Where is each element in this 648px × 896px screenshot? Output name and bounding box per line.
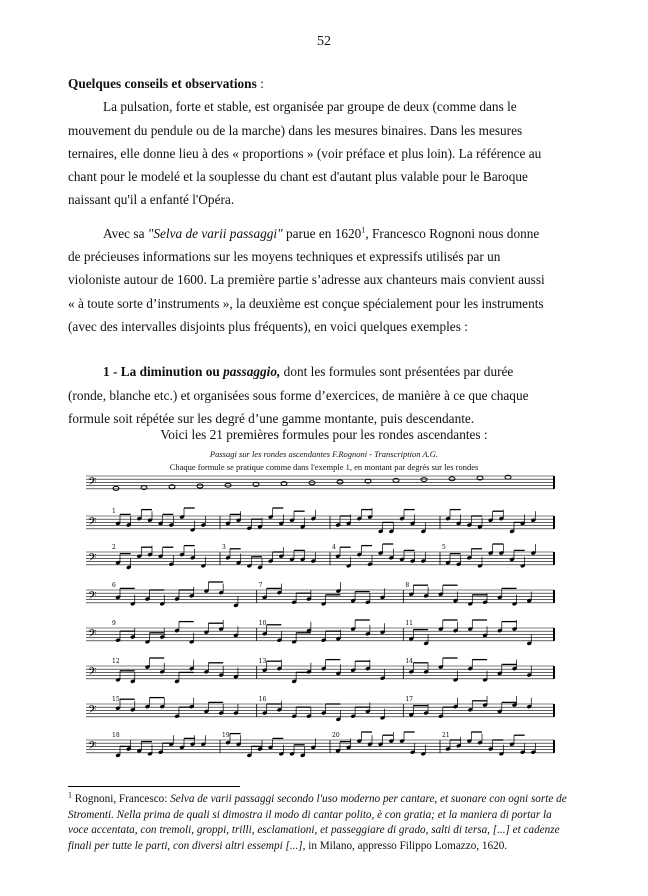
bass-clef-icon: 𝄢 xyxy=(88,740,97,755)
formula-number: 11 xyxy=(405,620,413,627)
bass-clef-icon: 𝄢 xyxy=(88,704,97,719)
p2-after: , Francesco Rognoni nous donne de précieuses informations sur les moyens techniques et expressifs utilisés par un violoniste autour de 1600. La première partie s’adresse aux chanteurs mais convient aussi « à toute sorte d’instruments », la deuxième est conçue spécialement pour les instruments (avec des intervalles disjoints plus fréquents), en voici quelques exemples : xyxy=(68,225,545,334)
footnote-publisher: , in Milano, appresso Filippo Lomazzo, 1620. xyxy=(302,839,508,852)
p2-title: "Selva de varii passaggi" xyxy=(147,225,283,241)
formula-number: 16 xyxy=(258,696,267,703)
page-number: 52 xyxy=(317,34,331,49)
p2-middle: parue en 1620 xyxy=(282,225,362,241)
formula-number: 13 xyxy=(258,658,267,665)
formula-number: 3 xyxy=(222,544,226,551)
formula-number: 12 xyxy=(112,658,120,665)
s1-text: dont les formules sont présentées par durée (ronde, blanche etc.) et organisées sous forme d’exercices, de manière à ce que chaque formule soit répétée sur les degré d’une gamme montante, puis descendante. xyxy=(68,364,529,426)
formula-number: 2 xyxy=(112,544,116,551)
footnote-rule xyxy=(68,786,240,787)
score-subtitle: Chaque formule se pratique comme dans l'exemple 1, en montant par degrés sur les rondes xyxy=(169,462,479,472)
note-head xyxy=(225,483,231,487)
score-caption: Voici les 21 premières formules pour les rondes ascendantes : xyxy=(160,427,488,442)
formula-number: 21 xyxy=(442,732,450,739)
note-head xyxy=(449,477,455,481)
formula-number: 4 xyxy=(332,544,336,551)
formula-number: 14 xyxy=(405,658,413,665)
s1-label: 1 - La diminution ou xyxy=(103,364,224,380)
footnote-author: Rognoni, Francesco: xyxy=(74,793,171,805)
score-title: Passagi sur les rondes ascendantes F.Rognoni - Transcription A.G. xyxy=(209,449,439,459)
formula-number: 19 xyxy=(222,732,230,739)
formula-number: 8 xyxy=(405,582,410,589)
bass-clef-icon: 𝄢 xyxy=(88,666,97,681)
note-head xyxy=(421,478,427,482)
formula-number: 15 xyxy=(112,696,120,703)
heading-colon: : xyxy=(256,76,264,91)
note-head xyxy=(197,484,203,488)
footnote xyxy=(68,792,568,854)
note-head xyxy=(337,480,343,484)
formula-number: 6 xyxy=(112,582,116,589)
formula-number: 1 xyxy=(112,508,116,515)
bass-clef-icon: 𝄢 xyxy=(88,552,97,567)
formula-number: 7 xyxy=(258,582,263,589)
formula-number: 9 xyxy=(112,620,116,627)
heading-text: Quelques conseils et observations xyxy=(68,76,257,91)
footnote-number: 1 xyxy=(68,790,72,800)
bass-clef-icon: 𝄢 xyxy=(88,628,97,643)
formula-number: 18 xyxy=(112,732,120,739)
p2-before: Avec sa xyxy=(103,225,148,241)
paragraph-diminution xyxy=(68,360,554,430)
formula-number: 17 xyxy=(405,696,413,703)
note-head xyxy=(309,481,315,485)
music-score xyxy=(86,472,556,772)
paragraph-pulsation: La pulsation, forte et stable, est organisée par groupe de deux (comme dans le mouvement du pendule ou de la marche) dans les mesures binaires. Dans les mesures ternaires, elle donne lieu à des « proportions » (voir préface et plus loin). La référence au chant pour le modelé et la souplesse du chant est d'autant plus valable pour le Baroque naissant qu'il a enfanté l'Opéra. xyxy=(68,99,542,208)
footnote-title: Selva de varii passaggi secondo l'uso moderno per cantare, et suonare con ogni sorte de Stromenti. Nella prima de quali si dimostra il modo di cantar polito, è con gratia; et la maniera di portar la voce accentata, con tremoli, groppi, trilli, esclamationi, et passeggiare di grado, salti di tersa, [...] et cadenze finali per tutte le parti, con diversi altri essempi [...] xyxy=(68,793,567,852)
body-text xyxy=(68,72,554,430)
formula-number: 10 xyxy=(258,620,267,627)
note-head xyxy=(113,486,119,490)
bass-clef-icon: 𝄢 xyxy=(88,590,97,605)
formula-number: 5 xyxy=(442,544,446,551)
s1-term: passaggio, xyxy=(223,364,281,380)
paragraph-rognoni xyxy=(68,222,554,338)
bass-clef-icon: 𝄢 xyxy=(88,476,97,491)
bass-clef-icon: 𝄢 xyxy=(88,516,97,531)
footnote-reference: 1 xyxy=(361,225,366,235)
formula-number: 20 xyxy=(332,732,340,739)
section-heading xyxy=(68,72,554,95)
